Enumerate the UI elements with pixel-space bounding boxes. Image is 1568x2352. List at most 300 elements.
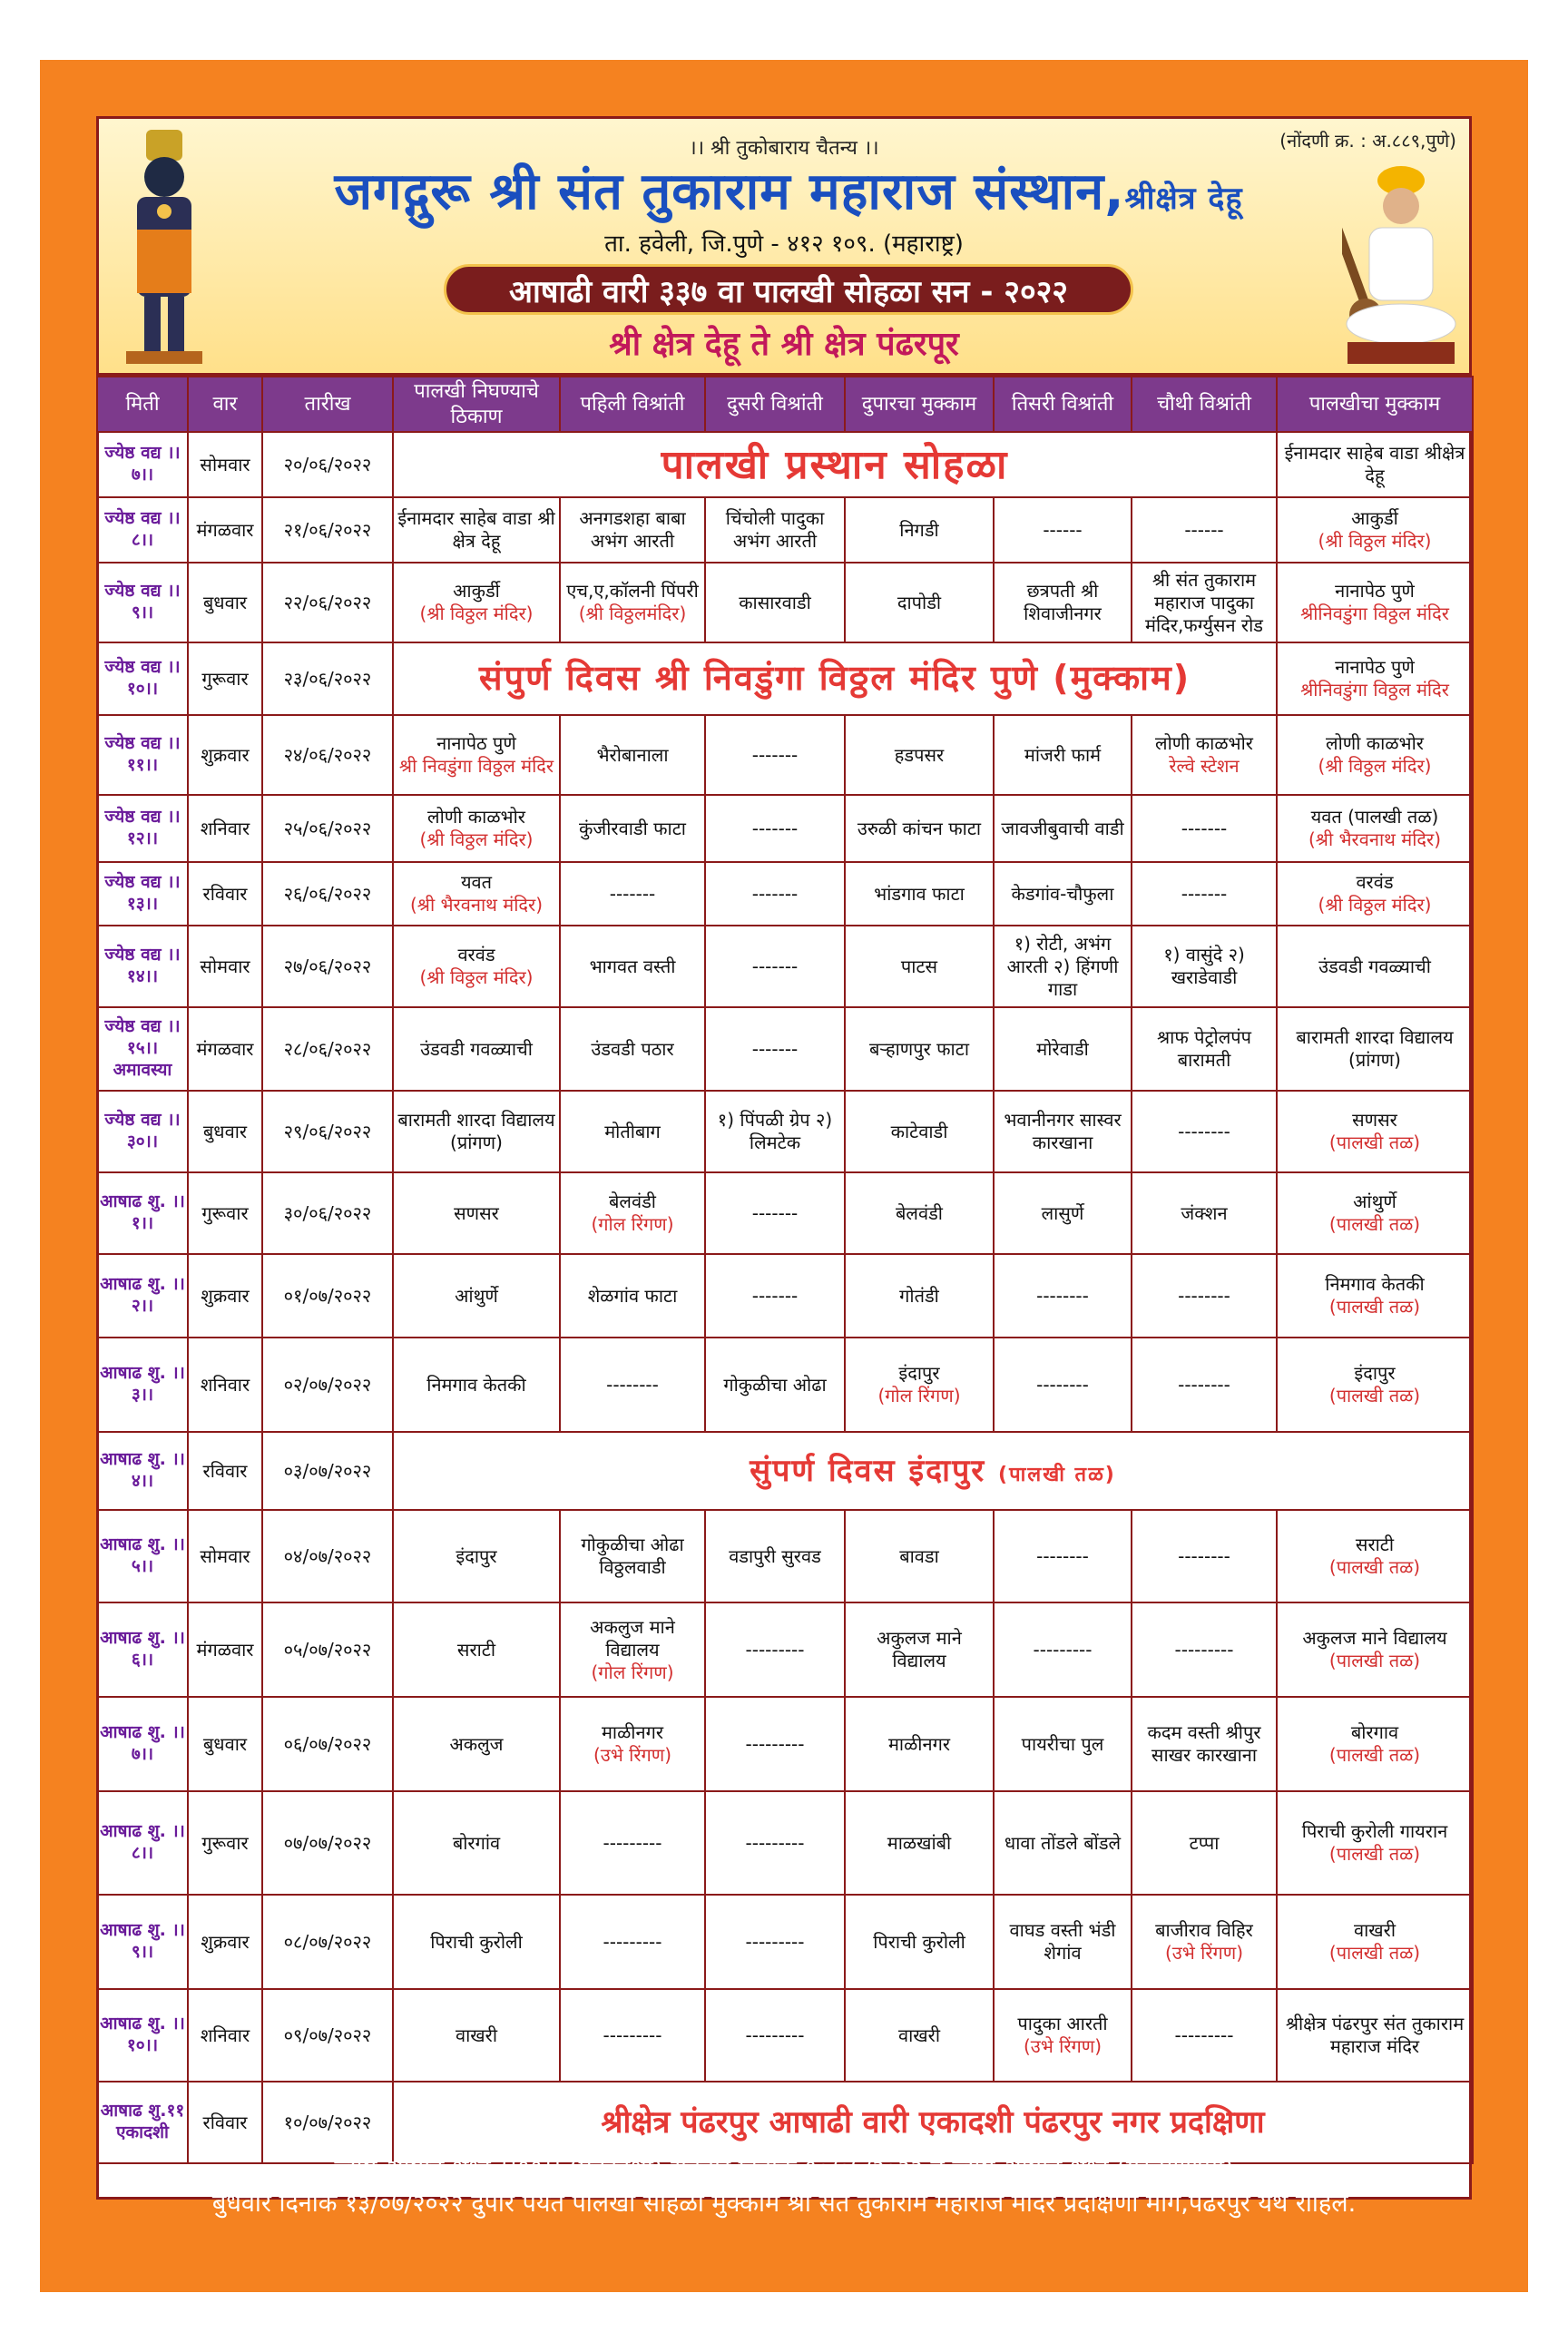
stop-cell bbox=[845, 715, 994, 795]
stop-cell bbox=[994, 862, 1132, 926]
stay-note: श्रीनिवडुंगा विठ्ठल मंदिर bbox=[1300, 603, 1449, 624]
stop-cell bbox=[994, 1338, 1132, 1432]
table-header-row bbox=[97, 377, 1473, 432]
stop-name: अकलुज माने विद्यालय bbox=[590, 1615, 675, 1661]
stop-name: ------- bbox=[751, 882, 799, 905]
stay-note: (श्री भैरवनाथ मंदिर) bbox=[1308, 828, 1442, 850]
stop-name: --------- bbox=[745, 1930, 805, 1953]
stop-name: अकलुज bbox=[449, 1732, 504, 1755]
stop-cell bbox=[994, 1895, 1132, 1989]
stop-name: --------- bbox=[1174, 2024, 1234, 2046]
stop-cell bbox=[393, 1254, 560, 1338]
stop-cell bbox=[705, 563, 845, 642]
stop-name: माळीनगर bbox=[887, 1732, 951, 1755]
stop-name: भैरोबानाला bbox=[596, 743, 669, 766]
stop-note: (श्री विठ्ठल मंदिर) bbox=[419, 828, 534, 850]
stop-note: रेल्वे स्टेशन bbox=[1169, 755, 1240, 777]
date-cell: ०५/०७/२०२२ bbox=[262, 1602, 393, 1697]
stop-cell bbox=[845, 1254, 994, 1338]
day-cell: मंगळवार bbox=[188, 1007, 262, 1091]
stop-name: मांजरी फार्म bbox=[1024, 743, 1102, 766]
stop-cell bbox=[705, 1091, 845, 1172]
stop-cell bbox=[994, 1510, 1132, 1602]
span-text: पालखी प्रस्थान सोहळा bbox=[661, 441, 1009, 488]
stop-cell bbox=[845, 1172, 994, 1254]
stop-cell bbox=[845, 497, 994, 563]
day-cell: बुधवार bbox=[188, 1697, 262, 1791]
stay-cell bbox=[1277, 926, 1473, 1007]
stop-name: बावडा bbox=[899, 1544, 939, 1567]
tithi-cell: ज्येष्ठ वद्य ।।३०।। bbox=[97, 1091, 188, 1172]
stay-name: वरवंड bbox=[1356, 871, 1394, 893]
stay-name: पिराची कुरोली गायरान bbox=[1301, 1820, 1448, 1842]
stop-name: -------- bbox=[1178, 1284, 1230, 1307]
date-cell: २४/०६/२०२२ bbox=[262, 715, 393, 795]
header bbox=[96, 116, 1472, 376]
stop-name: ------- bbox=[751, 817, 799, 839]
stop-cell bbox=[705, 1254, 845, 1338]
stop-note: (उभे रिंगण) bbox=[593, 1744, 672, 1766]
stop-name: गोतंडी bbox=[899, 1284, 939, 1307]
tithi-cell: आषाढ शु. ।।१।। bbox=[97, 1172, 188, 1254]
stop-name: सराटी bbox=[456, 1638, 496, 1661]
day-cell: शुक्रवार bbox=[188, 1254, 262, 1338]
stop-name: जावजीबुवाची वाडी bbox=[1001, 817, 1124, 839]
date-cell: २९/०६/२०२२ bbox=[262, 1091, 393, 1172]
stop-cell bbox=[560, 563, 705, 642]
day-cell: सोमवार bbox=[188, 926, 262, 1007]
stop-name: ------- bbox=[751, 743, 799, 766]
stop-name: जंक्शन bbox=[1181, 1201, 1228, 1224]
stop-cell bbox=[845, 862, 994, 926]
stop-cell bbox=[994, 1791, 1132, 1895]
date-cell: २५/०६/२०२२ bbox=[262, 795, 393, 862]
stop-name: ------- bbox=[751, 1201, 799, 1224]
stop-cell bbox=[560, 1338, 705, 1432]
stay-name: वाखरी bbox=[1353, 1919, 1396, 1941]
stay-cell bbox=[1277, 1895, 1473, 1989]
stop-note: (गोल रिंगण) bbox=[591, 1661, 674, 1683]
stop-cell bbox=[1132, 715, 1277, 795]
stop-name: --------- bbox=[745, 1638, 805, 1661]
date-cell: १०/०७/२०२२ bbox=[262, 2082, 393, 2163]
stop-cell bbox=[994, 1254, 1132, 1338]
footer-line-2: बुधवार दिनांक १३/०७/२०२२ दुपार पर्यंत पालखी सोहळा मुक्काम श्री संत तुकाराम महाराज मंदिर प्रदक्षिणा मार्ग,पंढरपुर येथे राहिल. bbox=[211, 2190, 1357, 2218]
stop-name: ------ bbox=[1184, 518, 1224, 541]
stop-name: ------ bbox=[1043, 518, 1083, 541]
stop-cell bbox=[994, 715, 1132, 795]
stop-cell bbox=[994, 1091, 1132, 1172]
stop-name: गोकुळीचा ओढा bbox=[723, 1373, 827, 1396]
stop-cell bbox=[705, 795, 845, 862]
date-cell: ०७/०७/२०२२ bbox=[262, 1791, 393, 1895]
stop-name: यवत bbox=[460, 871, 493, 893]
stop-cell bbox=[845, 1091, 994, 1172]
stop-name: -------- bbox=[1036, 1373, 1089, 1396]
stop-name: पिराची कुरोली bbox=[873, 1930, 965, 1953]
stop-cell bbox=[393, 1510, 560, 1602]
stop-cell bbox=[560, 1602, 705, 1697]
stop-name: माळीनगर bbox=[601, 1721, 664, 1743]
stop-cell bbox=[705, 1510, 845, 1602]
day-cell: गुरूवार bbox=[188, 642, 262, 715]
stop-name: नानापेठ पुणे bbox=[436, 732, 516, 754]
table-row bbox=[97, 642, 1473, 715]
stay-cell bbox=[1277, 1091, 1473, 1172]
tithi-cell: ज्येष्ठ वद्य ।।१५।। अमावस्या bbox=[97, 1007, 188, 1091]
stop-name: १) वासुंदे २) खराडेवाडी bbox=[1163, 944, 1245, 988]
date-cell: ०१/०७/२०२२ bbox=[262, 1254, 393, 1338]
stop-cell bbox=[560, 1091, 705, 1172]
span-cell bbox=[393, 432, 1277, 497]
stop-cell bbox=[994, 497, 1132, 563]
date-cell: २३/०६/२०२२ bbox=[262, 642, 393, 715]
date-cell: ०८/०७/२०२२ bbox=[262, 1895, 393, 1989]
stop-cell bbox=[560, 862, 705, 926]
stop-cell bbox=[845, 795, 994, 862]
stop-name: हडपसर bbox=[894, 743, 945, 766]
stop-cell bbox=[705, 926, 845, 1007]
day-cell: सोमवार bbox=[188, 1510, 262, 1602]
stop-cell bbox=[994, 1697, 1132, 1791]
stop-name: मोरेवाडी bbox=[1036, 1037, 1089, 1060]
stay-cell bbox=[1277, 795, 1473, 862]
stay-note: (श्री विठ्ठल मंदिर) bbox=[1318, 755, 1432, 777]
stop-cell bbox=[994, 795, 1132, 862]
stay-note: (पालखी तळ) bbox=[1328, 1650, 1421, 1671]
stop-name: मोतीबाग bbox=[604, 1120, 661, 1142]
table-row bbox=[97, 497, 1473, 563]
stay-name: अकुलज माने विद्यालय bbox=[1302, 1627, 1447, 1649]
table-row bbox=[97, 1254, 1473, 1338]
stop-name: वाखरी bbox=[455, 2024, 498, 2046]
date-cell: २८/०६/२०२२ bbox=[262, 1007, 393, 1091]
stop-name: इंदापुर bbox=[898, 1362, 940, 1384]
stay-note: (पालखी तळ) bbox=[1328, 1843, 1421, 1865]
footer-note bbox=[96, 2154, 1472, 2218]
stay-name: इंदापुर bbox=[1354, 1362, 1396, 1384]
stop-cell bbox=[393, 1338, 560, 1432]
tithi-cell: आषाढ शु. ।।१०।। bbox=[97, 1989, 188, 2082]
stay-name: निमगाव केतकी bbox=[1325, 1273, 1425, 1295]
stay-name: आंथुर्णे bbox=[1353, 1191, 1396, 1212]
title-main: जगद्गुरू श्री संत तुकाराम महाराज संस्थान, bbox=[334, 162, 1125, 221]
stay-cell bbox=[1277, 1697, 1473, 1791]
stay-note: (पालखी तळ) bbox=[1328, 1744, 1421, 1766]
stop-name: १) पिंपळी ग्रेप २) लिमटेक bbox=[717, 1109, 833, 1153]
stop-name: -------- bbox=[1036, 1284, 1089, 1307]
stay-name: श्रीक्षेत्र पंढरपुर संत तुकाराम महाराज मंदिर bbox=[1285, 2013, 1465, 2057]
stop-cell bbox=[705, 1007, 845, 1091]
table-row bbox=[97, 1172, 1473, 1254]
tithi-cell: आषाढ शु. ।।५।। bbox=[97, 1510, 188, 1602]
tithi-cell: आषाढ शु. ।।२।। bbox=[97, 1254, 188, 1338]
day-cell: रविवार bbox=[188, 2082, 262, 2163]
day-cell: मंगळवार bbox=[188, 497, 262, 563]
stop-name: ------- bbox=[609, 882, 656, 905]
stay-cell bbox=[1277, 497, 1473, 563]
stay-name: यवत (पालखी तळ) bbox=[1310, 806, 1439, 828]
stop-cell bbox=[560, 1510, 705, 1602]
stay-cell bbox=[1277, 1510, 1473, 1602]
tithi-cell: आषाढ शु. ।।९।। bbox=[97, 1895, 188, 1989]
table-row bbox=[97, 926, 1473, 1007]
stop-cell bbox=[1132, 1007, 1277, 1091]
stop-name: बेलवंडी bbox=[609, 1191, 656, 1212]
date-cell: २२/०६/२०२२ bbox=[262, 563, 393, 642]
col-rest-1: पहिली विश्रांती bbox=[560, 377, 705, 432]
stop-name: -------- bbox=[606, 1373, 659, 1396]
stop-name: पाटस bbox=[900, 955, 938, 977]
page-title bbox=[208, 155, 1369, 224]
table-row bbox=[97, 1432, 1473, 1510]
stop-name: धावा तोंडले बोंडले bbox=[1004, 1831, 1122, 1854]
stop-note: (गोल रिंगण) bbox=[877, 1385, 961, 1406]
day-cell: शनिवार bbox=[188, 1338, 262, 1432]
stop-note: (उभे रिंगण) bbox=[1164, 1942, 1244, 1964]
stay-cell bbox=[1277, 1254, 1473, 1338]
tithi-cell: ज्येष्ठ वद्य ।।७।। bbox=[97, 432, 188, 497]
stop-cell bbox=[393, 1791, 560, 1895]
stop-cell bbox=[1132, 497, 1277, 563]
stop-name: वरवंड bbox=[457, 944, 495, 965]
stay-cell bbox=[1277, 1172, 1473, 1254]
stop-name: वाखरी bbox=[897, 2024, 941, 2046]
stay-cell bbox=[1277, 862, 1473, 926]
table-row bbox=[97, 1338, 1473, 1432]
span-text: श्रीक्षेत्र पंढरपुर आषाढी वारी एकादशी पंढरपुर नगर प्रदक्षिणा bbox=[601, 2103, 1265, 2141]
event-banner: आषाढी वारी ३३७ वा पालखी सोहळा सन - २०२२ bbox=[444, 264, 1133, 315]
schedule-table bbox=[96, 376, 1474, 2164]
stay-name: नानापेठ पुणे bbox=[1335, 580, 1415, 602]
stop-name: ------- bbox=[1181, 882, 1228, 905]
stop-name: आकुर्डी bbox=[453, 580, 500, 602]
stop-name: बेलवंडी bbox=[896, 1201, 943, 1224]
stop-name: वाघड वस्ती भंडी शेगांव bbox=[1009, 1919, 1116, 1964]
stop-name: अनगडशहा बाबा अभंग आरती bbox=[579, 507, 686, 552]
stop-name: इंदापुर bbox=[456, 1544, 497, 1567]
tithi-cell: ज्येष्ठ वद्य ।।८।। bbox=[97, 497, 188, 563]
stop-cell bbox=[393, 1697, 560, 1791]
stay-note: (पालखी तळ) bbox=[1328, 1296, 1421, 1318]
tithi-cell: ज्येष्ठ वद्य ।।१०।। bbox=[97, 642, 188, 715]
stop-name: लोणी काळभोर bbox=[1155, 732, 1253, 754]
day-cell: बुधवार bbox=[188, 1091, 262, 1172]
stop-name: एच,ए,कॉलनी पिंपरी bbox=[566, 580, 699, 602]
stop-cell bbox=[560, 715, 705, 795]
stop-cell bbox=[393, 862, 560, 926]
col-rest-4: चौथी विश्रांती bbox=[1132, 377, 1277, 432]
stop-cell bbox=[994, 1007, 1132, 1091]
day-cell: मंगळवार bbox=[188, 1602, 262, 1697]
stop-cell bbox=[845, 926, 994, 1007]
stay-name: ईनामदार साहेब वाडा श्रीक्षेत्र देहू bbox=[1284, 442, 1465, 486]
stay-name: उंडवडी गवळ्याची bbox=[1318, 955, 1431, 977]
stay-note: (श्री विठ्ठल मंदिर) bbox=[1318, 530, 1432, 552]
stop-cell bbox=[560, 1989, 705, 2082]
stop-cell bbox=[1132, 1338, 1277, 1432]
stop-name: -------- bbox=[1178, 1544, 1230, 1567]
stop-name: ------- bbox=[751, 1037, 799, 1060]
date-cell: २७/०६/२०२२ bbox=[262, 926, 393, 1007]
stop-cell bbox=[1132, 1510, 1277, 1602]
col-day: वार bbox=[188, 377, 262, 432]
stop-cell bbox=[1132, 563, 1277, 642]
stay-cell bbox=[1277, 1007, 1473, 1091]
stop-name: उंडवडी पठार bbox=[591, 1037, 674, 1060]
tithi-cell: ज्येष्ठ वद्य ।।९।। bbox=[97, 563, 188, 642]
stop-cell bbox=[393, 715, 560, 795]
stop-cell bbox=[994, 926, 1132, 1007]
stop-cell bbox=[393, 497, 560, 563]
stay-cell bbox=[1277, 563, 1473, 642]
stop-cell bbox=[845, 1895, 994, 1989]
stop-cell bbox=[393, 1091, 560, 1172]
stop-name: --------- bbox=[1174, 1638, 1234, 1661]
tithi-cell: आषाढ शु. ।।३।। bbox=[97, 1338, 188, 1432]
motto: ।। श्री तुकोबाराय चैतन्य ।। bbox=[689, 137, 879, 160]
stay-name: सणसर bbox=[1352, 1109, 1397, 1131]
stop-cell bbox=[705, 497, 845, 563]
stop-cell bbox=[845, 563, 994, 642]
date-cell: ०४/०७/२०२२ bbox=[262, 1510, 393, 1602]
stop-cell bbox=[845, 1007, 994, 1091]
stop-name: वडापुरी सुरवड bbox=[729, 1544, 821, 1567]
stop-cell bbox=[845, 1989, 994, 2082]
table-row bbox=[97, 1697, 1473, 1791]
stop-name: --------- bbox=[745, 1732, 805, 1755]
stop-cell bbox=[1132, 1697, 1277, 1791]
day-cell: शुक्रवार bbox=[188, 1895, 262, 1989]
table-row bbox=[97, 1602, 1473, 1697]
stay-cell bbox=[1277, 1338, 1473, 1432]
stop-name: पिराची कुरोली bbox=[430, 1930, 523, 1953]
stop-note: (उभे रिंगण) bbox=[1023, 2035, 1102, 2057]
stop-name: कदम वस्ती श्रीपुर साखर कारखाना bbox=[1147, 1721, 1261, 1766]
stop-note: (श्री विठ्ठल मंदिर) bbox=[419, 966, 534, 988]
stop-cell bbox=[393, 1895, 560, 1989]
stop-cell bbox=[1132, 1895, 1277, 1989]
day-cell: शुक्रवार bbox=[188, 715, 262, 795]
stop-note: (श्री विठ्ठलमंदिर) bbox=[578, 603, 687, 624]
table-row bbox=[97, 563, 1473, 642]
stop-name: लासुर्णे bbox=[1041, 1201, 1084, 1224]
stop-name: उंडवडी गवळ्याची bbox=[420, 1037, 533, 1060]
stop-name: उरुळी कांचन फाटा bbox=[857, 817, 982, 839]
table-row bbox=[97, 432, 1473, 497]
stop-name: --------- bbox=[745, 1831, 805, 1854]
stay-note: (पालखी तळ) bbox=[1328, 1132, 1421, 1153]
span-text: संपुर्ण दिवस श्री निवडुंगा विठ्ठल मंदिर पुणे (मुक्काम) bbox=[478, 658, 1191, 699]
day-cell: रविवार bbox=[188, 862, 262, 926]
date-cell: २१/०६/२०२२ bbox=[262, 497, 393, 563]
stay-note: श्रीनिवडुंगा विठ्ठल मंदिर bbox=[1300, 679, 1449, 701]
stay-name: नानापेठ पुणे bbox=[1335, 656, 1415, 678]
stop-name: गोकुळीचा ओढा विठ्ठलवाडी bbox=[581, 1534, 684, 1578]
day-cell: सोमवार bbox=[188, 432, 262, 497]
stop-cell bbox=[705, 1172, 845, 1254]
day-cell: गुरूवार bbox=[188, 1172, 262, 1254]
table-row bbox=[97, 715, 1473, 795]
span-cell bbox=[393, 1432, 1473, 1510]
span-text: सुंपर्ण दिवस इंदापुर bbox=[750, 1452, 986, 1489]
stop-cell bbox=[1132, 1254, 1277, 1338]
stop-name: माळखांबी bbox=[887, 1831, 952, 1854]
day-cell: शनिवार bbox=[188, 795, 262, 862]
footer-line-1: ज्येष्ठ आषाढ शुध्द ।।११।। (एकादशी) रविवार दिनांक १०/०७/२०२२ ते ज्येष्ठ आषाढ शुध्द (गुरूपौर्णिमा) bbox=[334, 2155, 1234, 2183]
stop-cell bbox=[845, 1697, 994, 1791]
day-cell: शनिवार bbox=[188, 1989, 262, 2082]
stop-cell bbox=[560, 1254, 705, 1338]
stop-name: ------- bbox=[751, 955, 799, 977]
stop-cell bbox=[1132, 1172, 1277, 1254]
col-rest-3: तिसरी विश्रांती bbox=[994, 377, 1132, 432]
tithi-cell: ज्येष्ठ वद्य ।।११।। bbox=[97, 715, 188, 795]
stop-cell bbox=[705, 1791, 845, 1895]
stop-name: -------- bbox=[1178, 1373, 1230, 1396]
stop-name: श्री संत तुकाराम महाराज पादुका मंदिर,फर्ग्युसन रोड bbox=[1145, 568, 1263, 636]
stop-name: कासारवाडी bbox=[739, 591, 811, 613]
stop-cell bbox=[1132, 862, 1277, 926]
stop-name: शेळगांव फाटा bbox=[587, 1284, 678, 1307]
stop-cell bbox=[994, 1172, 1132, 1254]
date-cell: ०९/०७/२०२२ bbox=[262, 1989, 393, 2082]
stop-name: टप्पा bbox=[1189, 1831, 1220, 1854]
stay-name: बारामती शारदा विद्यालय (प्रांगण) bbox=[1296, 1026, 1454, 1071]
stay-note: (पालखी तळ) bbox=[1328, 1556, 1421, 1578]
stop-cell bbox=[1132, 1602, 1277, 1697]
stop-name: बारामती शारदा विद्यालय (प्रांगण) bbox=[397, 1109, 555, 1153]
table-row bbox=[97, 1989, 1473, 2082]
stay-note: (पालखी तळ) bbox=[1328, 1942, 1421, 1964]
stop-cell bbox=[1132, 1091, 1277, 1172]
stop-note: (गोल रिंगण) bbox=[591, 1213, 674, 1235]
stop-name: निगडी bbox=[899, 518, 939, 541]
tithi-cell: आषाढ शु. ।।६।। bbox=[97, 1602, 188, 1697]
stop-cell bbox=[560, 1007, 705, 1091]
stop-name: भवानीनगर सास्वर कारखाना bbox=[1004, 1109, 1122, 1153]
stop-cell bbox=[845, 1791, 994, 1895]
day-cell: रविवार bbox=[188, 1432, 262, 1510]
stop-name: छत्रपती श्री शिवाजीनगर bbox=[1024, 580, 1102, 624]
day-cell: गुरूवार bbox=[188, 1791, 262, 1895]
stay-cell bbox=[1277, 1791, 1473, 1895]
stop-name: ईनामदार साहेब वाडा श्री क्षेत्र देहू bbox=[397, 507, 555, 552]
date-cell: ०२/०७/२०२२ bbox=[262, 1338, 393, 1432]
stop-cell bbox=[393, 1007, 560, 1091]
col-noon-stop: दुपारचा मुक्काम bbox=[845, 377, 994, 432]
stop-name: --------- bbox=[745, 2024, 805, 2046]
col-departure: पालखी निघण्याचे ठिकाण bbox=[393, 377, 560, 432]
stop-name: १) रोटी, अभंग आरती २) हिंगणी गाडा bbox=[1006, 932, 1119, 1000]
stop-name: आंथुर्णे bbox=[455, 1284, 498, 1307]
date-cell: ३०/०६/२०२२ bbox=[262, 1172, 393, 1254]
stop-note: (श्री भैरवनाथ मंदिर) bbox=[409, 894, 544, 916]
stop-name: -------- bbox=[1036, 1544, 1089, 1567]
stop-name: केडगांव-चौफुला bbox=[1011, 882, 1114, 905]
stop-cell bbox=[1132, 1989, 1277, 2082]
stop-name: सणसर bbox=[454, 1201, 499, 1224]
stop-cell bbox=[560, 1172, 705, 1254]
stop-cell bbox=[393, 1172, 560, 1254]
stop-cell bbox=[994, 1989, 1132, 2082]
stop-name: चिंचोली पादुका अभंग आरती bbox=[725, 507, 825, 552]
stop-name: --------- bbox=[603, 1930, 662, 1953]
stop-note: (श्री विठ्ठल मंदिर) bbox=[419, 603, 534, 624]
stop-cell bbox=[845, 1338, 994, 1432]
stop-cell bbox=[560, 795, 705, 862]
stop-name: बोरगांव bbox=[452, 1831, 501, 1854]
